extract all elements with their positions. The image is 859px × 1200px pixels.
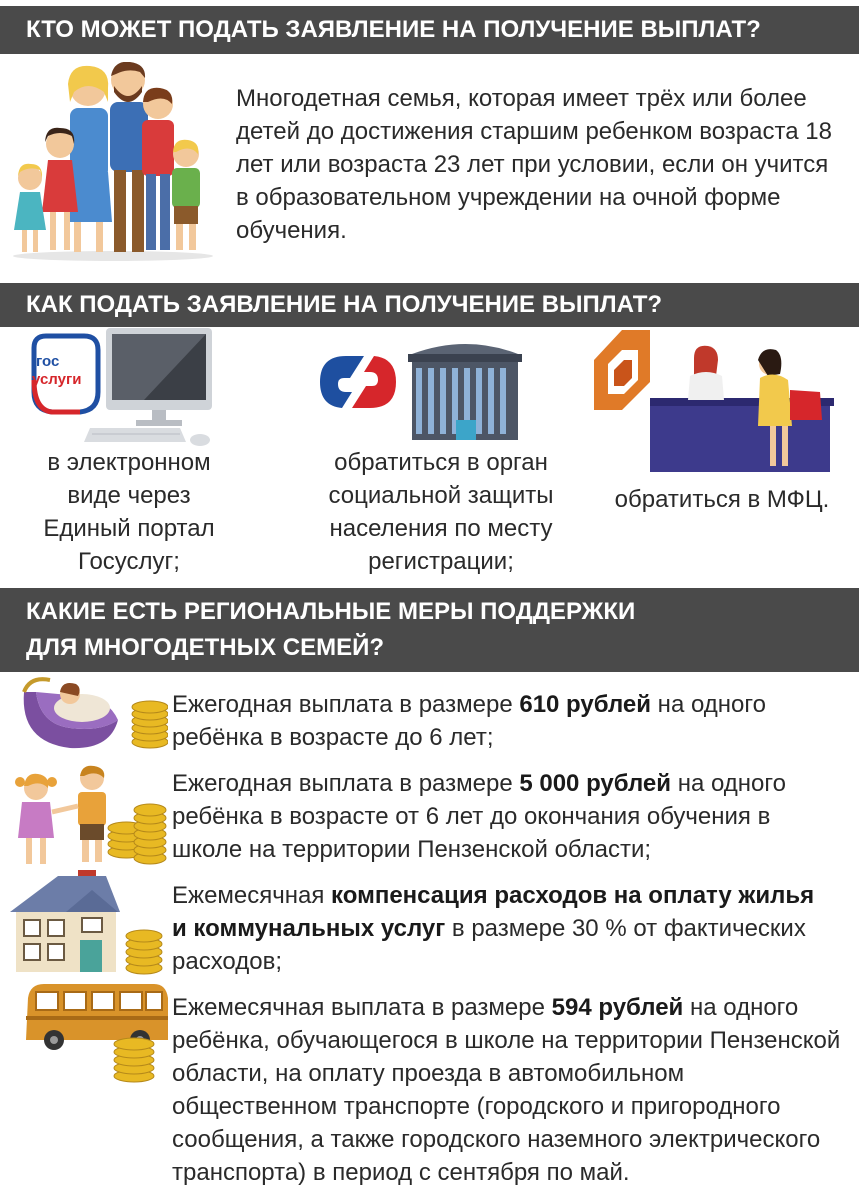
support-item-4-amount: 594 рублей bbox=[551, 994, 684, 1021]
section-3-heading bbox=[0, 588, 859, 672]
children-icon bbox=[8, 762, 168, 874]
support-item-1: Ежегодная выплата в размере 610 рублей на одного ребёнка в возрасте до 6 лет; bbox=[172, 691, 766, 751]
support-item-1-amount: 610 рублей bbox=[519, 691, 652, 718]
gosuslugi-logo-line2: услуги bbox=[32, 371, 82, 388]
support-item-3-highlight: компенсация расходов на оплату жилья и коммунальных услуг bbox=[172, 882, 815, 942]
social-fund-icon bbox=[316, 338, 536, 442]
family-illustration bbox=[8, 62, 218, 262]
section-3-heading-line1: КАКИЕ ЕСТЬ РЕГИОНАЛЬНЫЕ МЕРЫ ПОДДЕРЖКИ bbox=[26, 598, 636, 625]
baby-cradle-icon bbox=[10, 672, 168, 758]
section-2-heading: КАК ПОДАТЬ ЗАЯВЛЕНИЕ НА ПОЛУЧЕНИЕ ВЫПЛАТ? bbox=[0, 283, 859, 327]
house-icon bbox=[8, 866, 168, 976]
eligibility-text: Многодетная семья, которая имеет трёх или более детей до достижения старшим ребенком возраста 18 лет или возраста 23 лет при условии, если он учится в образовательном учреждении на очной форме обучения. bbox=[236, 85, 832, 244]
support-item-2: Ежегодная выплата в размере 5 000 рублей на одного ребёнка в возрасте от 6 лет до окончания обучения в школе на территории Пензенской области; bbox=[172, 770, 786, 863]
section-1-heading: КТО МОЖЕТ ПОДАТЬ ЗАЯВЛЕНИЕ НА ПОЛУЧЕНИЕ ВЫПЛАТ? bbox=[0, 6, 859, 54]
computer-icon bbox=[84, 326, 214, 452]
support-item-4: Ежемесячная выплата в размере 594 рублей на одного ребёнка, обучающегося в школе на территории Пензенской области, на оплату проезда в автомобильном общественном транспорте (городского и пригородного сообщения, а также городского наземного электрического транспорта) в период с сентября по май. bbox=[172, 994, 841, 1186]
option-online-text: в электронном виде через Единый портал Госуслуг; bbox=[43, 449, 215, 575]
bus-icon bbox=[22, 976, 172, 1086]
mfc-icon bbox=[594, 330, 834, 476]
option-mfc-text: обратиться в МФЦ. bbox=[614, 486, 830, 513]
section-3-heading-line2: ДЛЯ МНОГОДЕТНЫХ СЕМЕЙ? bbox=[26, 634, 385, 661]
support-item-3: Ежемесячная компенсация расходов на оплату жилья и коммунальных услуг в размере 30 % от фактических расходов; bbox=[172, 882, 815, 975]
option-social-protection-text: обратиться в орган социальной защиты населения по месту регистрации; bbox=[328, 449, 554, 575]
support-item-2-amount: 5 000 рублей bbox=[519, 770, 672, 797]
gosuslugi-logo-line1: гос bbox=[36, 353, 60, 370]
